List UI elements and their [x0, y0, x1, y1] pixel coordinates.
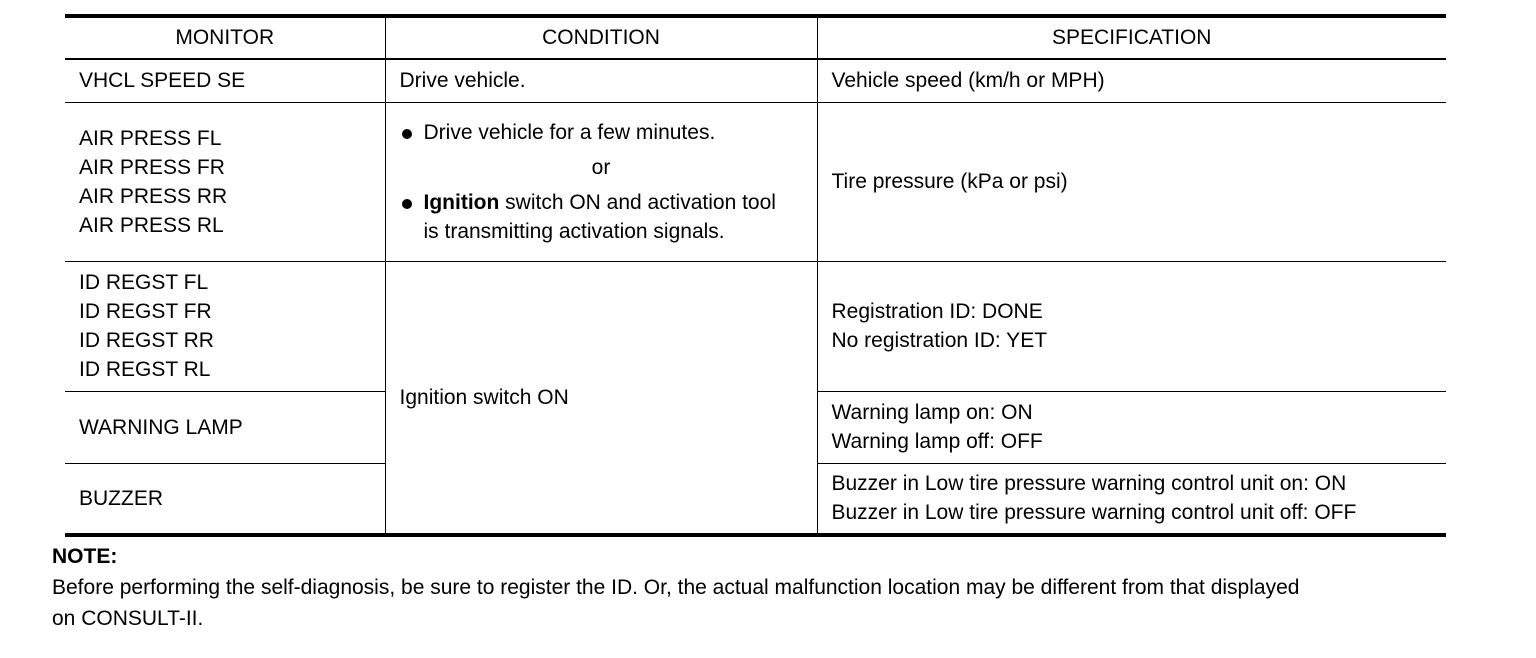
header-specification: SPECIFICATION: [817, 16, 1446, 59]
monitor-label: ID REGST FL: [79, 271, 209, 294]
condition-or: or: [591, 155, 611, 179]
monitor-label: BUZZER: [79, 486, 163, 510]
bullet-icon: [402, 199, 412, 209]
specification-text: Warning lamp on: ON: [831, 401, 1033, 424]
specification-text: Registration ID: DONE: [831, 300, 1043, 323]
condition-cell: [385, 59, 817, 102]
note-text: on CONSULT-II.: [52, 607, 204, 630]
monitor-label: AIR PRESS FR: [79, 155, 225, 179]
note-text: Before performing the self-diagnosis, be sure to register the ID. Or, the actual malfunction location may be different from that displayed: [52, 576, 1300, 599]
condition-bullet: [400, 118, 803, 147]
monitor-label: AIR PRESS RR: [79, 184, 228, 208]
specification-cell: [817, 59, 1446, 102]
specification-text: Warning lamp off: OFF: [831, 430, 1043, 453]
monitor-label: WARNING LAMP: [79, 415, 243, 439]
note-title: NOTE:: [52, 545, 118, 568]
specification-text: Buzzer in Low tire pressure warning control unit off: OFF: [831, 501, 1357, 525]
monitor-cell: [65, 463, 385, 535]
specification-cell: [817, 261, 1446, 391]
monitor-label: AIR PRESS RL: [79, 213, 224, 237]
table-row-vhcl-speed: [65, 59, 1446, 102]
table-row-id-regst: [65, 261, 1446, 391]
specification-cell: [817, 391, 1446, 463]
specification-text: No registration ID: YET: [831, 329, 1048, 352]
monitor-cell: [65, 261, 385, 391]
note-block: [52, 541, 1492, 634]
condition-text: switch ON and activation tool: [499, 190, 776, 214]
monitor-label: VHCL SPEED SE: [79, 69, 246, 93]
header-condition: CONDITION: [385, 16, 817, 59]
condition-text: Ignition switch ON: [399, 385, 569, 409]
monitor-cell: [65, 102, 385, 261]
specification-text: Tire pressure (kPa or psi): [831, 170, 1068, 193]
condition-emphasis: Ignition: [423, 190, 500, 214]
monitor-cell: [65, 59, 385, 102]
monitor-label: AIR PRESS FL: [79, 126, 222, 150]
condition-text: Drive vehicle.: [399, 69, 526, 93]
specification-cell: [817, 102, 1446, 261]
condition-text: is transmitting activation signals.: [423, 219, 725, 243]
bullet-icon: [402, 129, 412, 139]
monitor-cell: [65, 391, 385, 463]
monitor-label: ID REGST FR: [79, 300, 212, 323]
table-header-row: [65, 16, 1446, 59]
monitor-label: ID REGST RR: [79, 329, 214, 352]
table-row-air-press: [65, 102, 1446, 261]
condition-cell: [385, 102, 817, 261]
header-monitor: MONITOR: [65, 16, 385, 59]
monitor-label: ID REGST RL: [79, 358, 211, 381]
monitor-spec-table: [65, 14, 1446, 537]
specification-text: Vehicle speed (km/h or MPH): [831, 69, 1105, 93]
specification-text: Buzzer in Low tire pressure warning control unit on: ON: [831, 472, 1347, 496]
condition-cell-merged: [385, 261, 817, 535]
specification-cell: [817, 463, 1446, 535]
condition-bullet: [400, 188, 803, 246]
condition-text: Drive vehicle for a few minutes.: [423, 120, 716, 144]
